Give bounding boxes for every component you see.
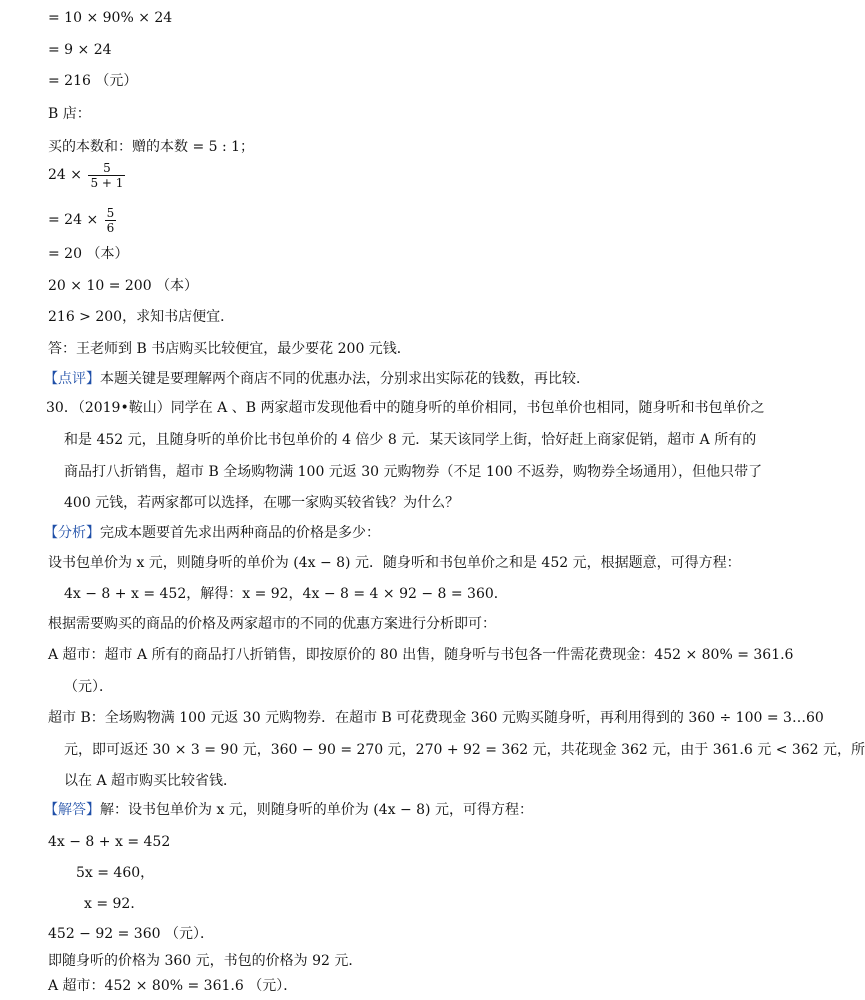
analysis-line-6b: 元，即可返还 30 × 3 = 90 元，360 − 90 = 270 元，270 + 92 = 362 元，共花现金 362 元，由于 361.6 元 < 362 元，所 <box>64 742 865 758</box>
fraction-line-1 <box>48 160 748 190</box>
question-30-line-1: 30．（2019•鞍山）同学在 A 、B 两家超市发现他看中的随身听的单价相同，书包单价也相同，随身听和书包单价之 <box>46 400 765 416</box>
question-30-line-4: 400 元钱，若两家都可以选择，在哪一家购买较省钱？为什么？ <box>64 495 460 511</box>
fraction-numerator: 5 <box>88 161 125 176</box>
compare-line: 216 > 200，求知书店便宜． <box>48 309 235 325</box>
fraction-denominator: 5 + 1 <box>90 175 124 190</box>
analysis-line-5: A 超市：超市 A 所有的商品打八折销售，即按原价的 80 出售，随身听与书包各一件需花费现金：452 × 80% = 361.6 <box>48 647 794 663</box>
fraction-prefix: = 24 × <box>48 212 99 228</box>
solution-line-7: A 超市：452 × 80% = 361.6 （元）． <box>48 978 298 994</box>
store-b-heading: B 店： <box>48 106 91 122</box>
solution-line-3: 5x = 460， <box>76 865 155 881</box>
solution-line-4: x = 92． <box>84 896 145 912</box>
solution-heading <box>44 800 748 820</box>
calc-line-2: = 9 × 24 <box>48 42 112 58</box>
analysis-line-5b: （元）． <box>64 679 113 695</box>
fraction-prefix: 24 × <box>48 167 82 183</box>
comment-line <box>44 369 748 389</box>
question-30-line-2: 和是 452 元，且随身听的单价比书包单价的 4 倍少 8 元．某天该同学上街，恰好赶上商家促销，超市 A 所有的 <box>64 432 757 448</box>
analysis-line-6: 超市 B：全场购物满 100 元返 30 元购物券．在超市 B 可花费现金 360 元购买随身听，再利用得到的 360 ÷ 100 = 3…60 <box>48 710 824 726</box>
comment-text: 本题关键是要理解两个商店不同的优惠办法，分别求出实际花的钱数，再比较． <box>100 371 590 387</box>
solution-line-2: 4x − 8 + x = 452 <box>48 834 171 850</box>
analysis-line-6c: 以在 A 超市购买比较省钱． <box>64 773 238 789</box>
calc-line-9: 20 × 10 = 200 （本） <box>48 278 199 294</box>
calc-line-1: = 10 × 90% × 24 <box>48 10 173 26</box>
fraction-numerator: 5 <box>106 205 115 220</box>
fraction-line-2 <box>48 205 748 235</box>
analysis-heading <box>44 523 748 543</box>
ratio-line: 买的本数和：赠的本数 = 5 : 1； <box>48 139 255 155</box>
analysis-line-4: 根据需要购买的商品的价格及两家超市的不同的优惠方案进行分析即可： <box>48 616 496 632</box>
fraction <box>105 206 117 235</box>
answer-line: 答：王老师到 B 书店购买比较便宜，最少要花 200 元钱． <box>48 341 411 357</box>
question-30-line-3: 商品打八折销售，超市 B 全场购物满 100 元返 30 元购物券（不足 100 不返券，购物券全场通用），但他只带了 <box>64 464 763 480</box>
comment-tag: 【点评】 <box>44 371 100 387</box>
solution-line-5: 452 − 92 = 360 （元）． <box>48 926 214 942</box>
solution-tag: 【解答】 <box>44 802 100 818</box>
calc-line-8: = 20 （本） <box>48 246 129 262</box>
fraction-denominator: 6 <box>106 220 115 235</box>
solution-line-6: 即随身听的价格为 360 元，书包的价格为 92 元． <box>48 953 363 969</box>
fraction <box>88 161 125 190</box>
analysis-line-2: 设书包单价为 x 元，则随身听的单价为 (4x − 8) 元．随身听和书包单价之和是 452 元，根据题意，可得方程： <box>48 555 741 571</box>
analysis-line-3: 4x − 8 + x = 452，解得：x = 92，4x − 8 = 4 × 92 − 8 = 360． <box>64 586 508 602</box>
calc-line-3: = 216 （元） <box>48 73 138 89</box>
analysis-text: 完成本题要首先求出两种商品的价格是多少： <box>100 525 380 541</box>
analysis-tag: 【分析】 <box>44 525 100 541</box>
solution-text: 解：设书包单价为 x 元，则随身听的单价为 (4x − 8) 元，可得方程： <box>100 802 533 818</box>
